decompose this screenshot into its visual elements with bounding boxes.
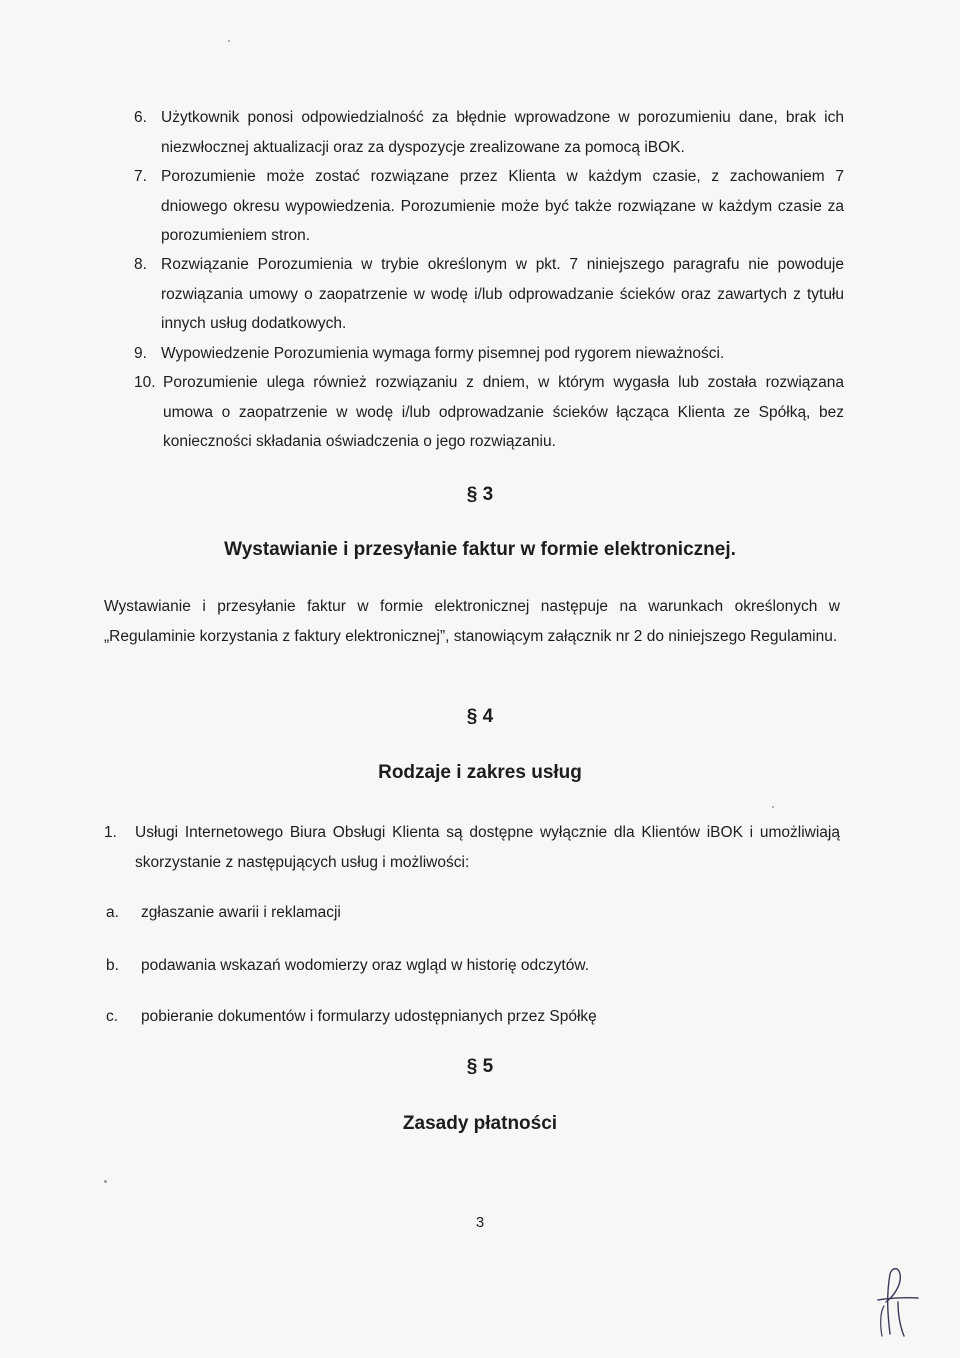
item-text: Porozumienie może zostać rozwiązane przez Klienta w każdym czasie, z zachowaniem 7 dniowego okresu wypowiedzenia. Porozumienie może być także rozwiązane w każdym czasie za porozumieniem stron. — [161, 168, 844, 244]
scan-speck — [772, 806, 774, 808]
sub-item-text: zgłaszanie awarii i reklamacji — [141, 904, 341, 921]
list-item-10 — [134, 368, 844, 457]
item-text: Porozumienie ulega również rozwiązaniu z dniem, w którym wygasła lub została rozwiązana umowa o zaopatrzenie w wodę i/lub odprowadzanie ścieków łącząca Klienta ze Spółką, bez konieczności składania oświadczenia o jego rozwiązaniu. — [163, 374, 844, 450]
item-number: 1. — [104, 824, 117, 841]
section-3-title: Wystawianie i przesyłanie faktur w formie elektronicznej. — [224, 539, 736, 560]
item-number: 7. — [134, 168, 147, 185]
sub-item-c — [106, 1002, 866, 1032]
item-text: Usługi Internetowego Biura Obsługi Klienta są dostępne wyłącznie dla Klientów iBOK i umożliwiają skorzystanie z następujących usług i możliwości: — [135, 824, 840, 871]
sub-item-a — [106, 898, 866, 928]
item-text: Użytkownik ponosi odpowiedzialność za błędnie wprowadzone w porozumieniu dane, brak ich niezwłocznej aktualizacji oraz za dyspozycje zrealizowane za pomocą iBOK. — [161, 109, 844, 156]
sub-item-b — [106, 951, 866, 981]
handwritten-initials — [868, 1262, 928, 1342]
item-text: Wypowiedzenie Porozumienia wymaga formy pisemnej pod rygorem nieważności. — [161, 345, 725, 362]
item-number: 9. — [134, 345, 147, 362]
sub-item-letter: c. — [106, 1008, 119, 1025]
section-5-number: § 5 — [466, 1056, 494, 1077]
section-4-item-1 — [104, 818, 840, 877]
list-item-8 — [134, 250, 844, 339]
item-text: Rozwiązanie Porozumienia w trybie określonym w pkt. 7 niniejszego paragrafu nie powoduje rozwiązania umowy o zaopatrzenie w wodę i/lub odprowadzanie ścieków oraz zawartych z tytułu innych usług dodatkowych. — [161, 256, 844, 332]
sub-item-text: pobieranie dokumentów i formularzy udostępnianych przez Spółkę — [141, 1008, 597, 1025]
sub-item-letter: a. — [106, 904, 119, 921]
section-3-paragraph: Wystawianie i przesyłanie faktur w formie elektronicznej następuje na warunkach określonych w „Regulaminie korzystania z faktury elektronicznej”, stanowiącym załącznik nr 2 do niniejszego Regulaminu. — [104, 598, 840, 645]
list-item-9 — [134, 339, 844, 369]
section-4-title: Rodzaje i zakres usług — [378, 762, 582, 783]
sub-item-text: podawania wskazań wodomierzy oraz wgląd w historię odczytów. — [141, 957, 589, 974]
section-4-number: § 4 — [466, 706, 494, 727]
scan-speck — [104, 1180, 107, 1183]
item-number: 10. — [134, 374, 156, 391]
item-number: 6. — [134, 109, 147, 126]
section-3-number: § 3 — [466, 484, 494, 505]
list-item-7 — [134, 162, 844, 251]
item-number: 8. — [134, 256, 147, 273]
scan-speck — [228, 40, 230, 42]
sub-item-letter: b. — [106, 957, 119, 974]
section-5-title: Zasady płatności — [402, 1113, 558, 1134]
page-number: 3 — [475, 1214, 485, 1231]
list-item-6 — [134, 103, 844, 162]
